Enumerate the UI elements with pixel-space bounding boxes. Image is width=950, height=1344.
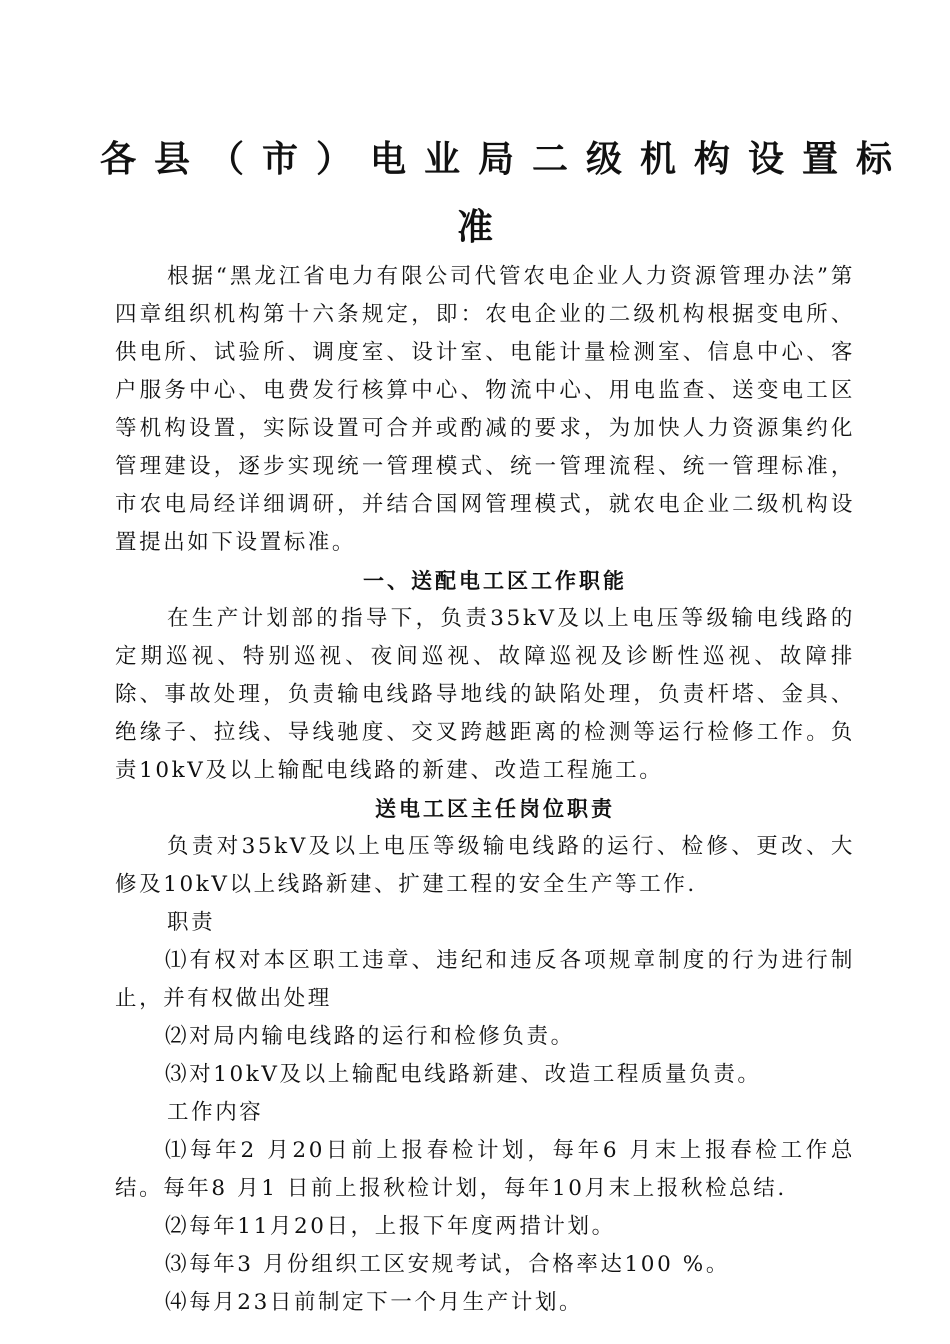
duties-label: 职责	[167, 910, 216, 935]
work-item: ⑵每年11月20日，上报下年度两措计划。	[165, 1214, 616, 1239]
work-item: ⑶每年3 月份组织工区安规考试，合格率达100 %。	[165, 1252, 730, 1277]
intro-paragraph: 根据“黑龙江省电力有限公司代管农电企业人力资源管理办法”第四章组织机构第十六条规定，即：农电企业的二级机构根据变电所、供电所、试验所、调度室、设计室、电能计量检测室、信息中心、客户服务中心、电费发行核算中心、物流中心、用电监查、送变电工区等机构设置，实际设置可合并或酌减的要求，为加快人力资源集约化管理建设，逐步实现统一管理模式、统一管理流程、统一管理标准，市农电局经详细调研，并结合国网管理模式，就农电企业二级机构设置提出如下设置标准。	[115, 264, 855, 555]
duty-item: ⑵对局内输电线路的运行和检修负责。	[165, 1024, 575, 1049]
section-paragraph-director-duties: 负责对35kV及以上电压等级输电线路的运行、检修、更改、大修及10kV以上线路新建、扩建工程的安全生产等工作.	[115, 834, 855, 897]
document-title-line-2: 准	[456, 207, 493, 248]
document-title-line-1: 各县（市）电业局二级机构设置标	[100, 139, 911, 180]
section-heading-director-duties: 送电工区主任岗位职责	[375, 797, 615, 821]
duty-item: ⑶对10kV及以上输配电线路新建、改造工程质量负责。	[165, 1062, 762, 1087]
work-item: ⑷每月23日前制定下一个月生产计划。	[165, 1290, 584, 1315]
work-content-label: 工作内容	[167, 1100, 264, 1125]
document-body	[115, 258, 855, 1322]
section-heading-transmission-functions: 一、送配电工区工作职能	[363, 569, 627, 593]
section-paragraph-transmission-functions: 在生产计划部的指导下，负责35kV及以上电压等级输电线路的定期巡视、特别巡视、夜间巡视、故障巡视及诊断性巡视、故障排除、事故处理，负责输电线路导地线的缺陷处理，负责杆塔、金具、绝缘子、拉线、导线驰度、交叉跨越距离的检测等运行检修工作。负责10kV及以上输配电线路的新建、改造工程施工。	[115, 606, 855, 783]
work-item: ⑴每年2 月20日前上报春检计划，每年6 月末上报春检工作总结。每年8 月1 日前上报秋检计划，每年10月末上报秋检总结.	[115, 1138, 855, 1201]
duty-item: ⑴有权对本区职工违章、违纪和违反各项规章制度的行为进行制止，并有权做出处理	[115, 948, 855, 1011]
